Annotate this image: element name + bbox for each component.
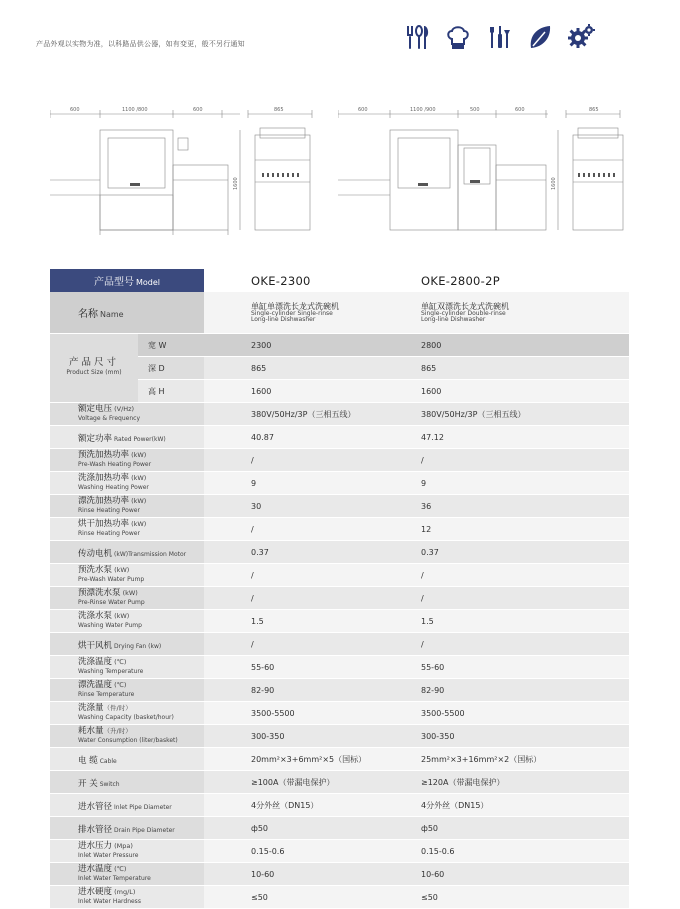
table-row bbox=[50, 725, 629, 748]
table-row bbox=[50, 587, 629, 610]
label-unit: （件/时） bbox=[103, 704, 132, 712]
label-cn: 额定功率 bbox=[78, 433, 113, 444]
table-row bbox=[50, 748, 629, 771]
dim-label: 600 bbox=[358, 107, 368, 113]
size-sub-label: 宽 W bbox=[138, 334, 204, 357]
cell-value-1: / bbox=[204, 449, 416, 472]
label-cn: 洗涤水泵 (kW) bbox=[78, 611, 130, 621]
label-unit: (kW) bbox=[120, 589, 138, 597]
table-row bbox=[50, 771, 629, 794]
dim-label: 600 bbox=[515, 107, 525, 113]
row-label bbox=[50, 292, 204, 334]
cell-value-2: ф50 bbox=[416, 817, 629, 840]
name-value-2 bbox=[416, 292, 629, 334]
row-label bbox=[50, 702, 204, 725]
dim-label: 1100 /800 bbox=[122, 107, 148, 113]
row-label bbox=[50, 564, 204, 587]
label-cn: 耗水量（升/时） bbox=[78, 726, 132, 736]
table-row bbox=[50, 518, 629, 541]
model-1: OKE-2300 bbox=[204, 269, 416, 292]
label-en: (kW)Transmission Motor bbox=[114, 550, 187, 558]
cell-value-1: / bbox=[204, 564, 416, 587]
label-cn: 进水温度 (℃) bbox=[78, 864, 127, 874]
row-label bbox=[50, 771, 204, 794]
technical-drawing-right bbox=[338, 100, 628, 245]
label-unit: (kW) bbox=[129, 520, 147, 528]
label-en: Washing Heating Power bbox=[78, 484, 149, 491]
cell-value-2: 2800 bbox=[416, 334, 629, 357]
table-row bbox=[50, 610, 629, 633]
cell-value-2: 12 bbox=[416, 518, 629, 541]
label-cn: 预漂洗水泵 (kW) bbox=[78, 588, 138, 598]
label-unit: (kW) bbox=[129, 497, 147, 505]
dim-label: 600 bbox=[193, 107, 203, 113]
row-label bbox=[50, 725, 204, 748]
cell-value-2: 9 bbox=[416, 472, 629, 495]
label-cn: 进水压力 (Mpa) bbox=[78, 841, 133, 851]
cell-value-1: 40.87 bbox=[204, 426, 416, 449]
cell-value-1: 30 bbox=[204, 495, 416, 518]
label-unit: (℃) bbox=[112, 865, 127, 873]
label-en: Voltage & Frequency bbox=[78, 415, 140, 422]
label-en: Rated Power(kW) bbox=[114, 435, 166, 443]
label-cn: 预洗加热功率 (kW) bbox=[78, 450, 147, 460]
label-unit: (℃) bbox=[112, 681, 127, 689]
label-en: Inlet Water Temperature bbox=[78, 875, 151, 882]
table-row bbox=[50, 679, 629, 702]
label-unit: (kW) bbox=[129, 451, 147, 459]
label-cn: 额定电压 (V/Hz) bbox=[78, 404, 135, 414]
model-label-en: Model bbox=[135, 278, 161, 287]
cell-value-1: 82-90 bbox=[204, 679, 416, 702]
cell-value-1: 1.5 bbox=[204, 610, 416, 633]
row-label bbox=[50, 748, 204, 771]
row-label bbox=[50, 679, 204, 702]
label-unit: (kW) bbox=[112, 566, 130, 574]
name-en: Single-cylinder Double-rinse bbox=[421, 309, 506, 317]
table-row bbox=[50, 292, 629, 334]
label-cn: 预洗水泵 (kW) bbox=[78, 565, 130, 575]
utensils-icon bbox=[402, 22, 432, 52]
label-cn: 烘干加热功率 (kW) bbox=[78, 519, 147, 529]
cell-value-1: / bbox=[204, 633, 416, 656]
cell-value-2: 25mm²×3+16mm²×2（国标） bbox=[416, 748, 629, 771]
cell-value-2: 36 bbox=[416, 495, 629, 518]
table-row bbox=[50, 633, 629, 656]
table-row bbox=[50, 564, 629, 587]
label-cn: 进水管径 bbox=[78, 801, 113, 812]
row-label bbox=[50, 656, 204, 679]
table-row bbox=[50, 863, 629, 886]
cell-value-2: 300-350 bbox=[416, 725, 629, 748]
label-unit: (kW) bbox=[112, 612, 130, 620]
label-cn: 洗涤加热功率 (kW) bbox=[78, 473, 147, 483]
tools-icon bbox=[484, 22, 514, 52]
name-en: Single-cylinder Single-rinse bbox=[251, 309, 333, 317]
label-en: Pre-Rinse Water Pump bbox=[78, 599, 145, 606]
dim-label: 600 bbox=[70, 107, 80, 113]
label-en: Switch bbox=[99, 780, 120, 788]
row-label bbox=[50, 610, 204, 633]
row-label bbox=[50, 449, 204, 472]
cell-value-2: 3500-5500 bbox=[416, 702, 629, 725]
label-cn: 电 缆 bbox=[78, 755, 98, 766]
cell-value-2: / bbox=[416, 449, 629, 472]
label-unit: (kW) bbox=[129, 474, 147, 482]
label-en: Inlet Pipe Diameter bbox=[114, 803, 172, 811]
cell-value-2: ≤50 bbox=[416, 886, 629, 909]
name-en: Long-line Dishwasher bbox=[251, 316, 316, 323]
model-2: OKE-2800-2P bbox=[416, 269, 629, 292]
feature-icons bbox=[402, 22, 596, 52]
size-sub-label: 高 H bbox=[138, 380, 204, 403]
cell-value-2: 82-90 bbox=[416, 679, 629, 702]
row-label bbox=[50, 518, 204, 541]
table-row bbox=[50, 403, 629, 426]
label-unit: （升/时） bbox=[103, 727, 132, 735]
cell-value-1: 3500-5500 bbox=[204, 702, 416, 725]
cell-value-2: / bbox=[416, 587, 629, 610]
cell-value-1: 55-60 bbox=[204, 656, 416, 679]
cell-value-2: 10-60 bbox=[416, 863, 629, 886]
label-en: Washing Temperature bbox=[78, 668, 144, 675]
gear-icon bbox=[566, 22, 596, 52]
row-label bbox=[50, 403, 204, 426]
label-cn: 产品尺寸 bbox=[68, 357, 119, 368]
dim-label: 1100 /900 bbox=[410, 107, 436, 113]
cell-value-2: 0.37 bbox=[416, 541, 629, 564]
label-unit: (℃) bbox=[112, 658, 127, 666]
cell-value-1: 380V/50Hz/3P（三相五线） bbox=[204, 403, 416, 426]
label-unit: (mg/L) bbox=[112, 888, 136, 896]
cell-value-1: 300-350 bbox=[204, 725, 416, 748]
label-cn: 洗涤量（件/时） bbox=[78, 703, 132, 713]
cell-value-2: 4分外丝（DN15） bbox=[416, 794, 629, 817]
dim-label: 865 bbox=[274, 107, 284, 113]
dim-label: 865 bbox=[589, 107, 599, 113]
label-en: Pre-Wash Water Pump bbox=[78, 576, 145, 583]
label-cn: 烘干风机 bbox=[78, 640, 113, 651]
size-sub-label: 深 D bbox=[138, 357, 204, 380]
label-cn: 传动电机 bbox=[78, 548, 113, 559]
label-en: Rinse Temperature bbox=[78, 691, 135, 698]
cell-value-2: 0.15-0.6 bbox=[416, 840, 629, 863]
label-en: Drain Pipe Diameter bbox=[114, 826, 175, 834]
label-cn: 名称 bbox=[78, 308, 98, 320]
cell-value-1: ф50 bbox=[204, 817, 416, 840]
label-en: Drying Fan (kw) bbox=[114, 642, 162, 650]
model-label-cn: 产品型号 bbox=[93, 277, 134, 288]
cell-value-1: 865 bbox=[204, 357, 416, 380]
cell-value-1: 9 bbox=[204, 472, 416, 495]
cell-value-1: 0.37 bbox=[204, 541, 416, 564]
label-unit: (Mpa) bbox=[112, 842, 133, 850]
table-row bbox=[50, 794, 629, 817]
table-row bbox=[50, 426, 629, 449]
cell-value-1: ≥100A（带漏电保护） bbox=[204, 771, 416, 794]
cell-value-1: 10-60 bbox=[204, 863, 416, 886]
label-en: Pre-Wash Heating Power bbox=[78, 461, 152, 468]
table-row bbox=[50, 495, 629, 518]
row-label bbox=[50, 587, 204, 610]
row-label bbox=[50, 426, 204, 449]
name-cn: 单缸单漂洗长龙式洗碗机 bbox=[251, 301, 339, 311]
cell-value-1: 1600 bbox=[204, 380, 416, 403]
row-label bbox=[50, 886, 204, 909]
row-label bbox=[50, 863, 204, 886]
leaf-icon bbox=[525, 22, 555, 52]
name-en: Long-line Dishwasher bbox=[421, 316, 486, 323]
notice-text: 产品外观以实物为准，以科路品供公器，如有变更，般不另行通知 bbox=[36, 40, 245, 48]
label-en: Rinse Heating Power bbox=[78, 507, 140, 514]
cell-value-2: 1.5 bbox=[416, 610, 629, 633]
table-row bbox=[50, 541, 629, 564]
table-header-row bbox=[50, 269, 629, 292]
row-label bbox=[50, 633, 204, 656]
label-unit: (V/Hz) bbox=[112, 405, 135, 413]
cell-value-1: 2300 bbox=[204, 334, 416, 357]
cell-value-2: / bbox=[416, 633, 629, 656]
height-label: 1600 bbox=[233, 177, 239, 190]
table-row bbox=[50, 472, 629, 495]
cell-value-1: 20mm²×3+6mm²×5（国标） bbox=[204, 748, 416, 771]
size-label bbox=[50, 334, 138, 403]
table-row bbox=[50, 702, 629, 725]
table-row bbox=[50, 656, 629, 679]
row-label bbox=[50, 495, 204, 518]
label-en: Water Consumption (liter/basket) bbox=[78, 737, 178, 744]
label-en: Inlet Water Pressure bbox=[78, 852, 139, 859]
row-label bbox=[50, 541, 204, 564]
label-en: Rinse Heating Power bbox=[78, 530, 140, 537]
label-en: Name bbox=[100, 309, 124, 319]
label-en: Inlet Water Hardness bbox=[78, 898, 141, 905]
name-value-1 bbox=[204, 292, 416, 334]
cell-value-2: 380V/50Hz/3P（三相五线） bbox=[416, 403, 629, 426]
cell-value-1: / bbox=[204, 587, 416, 610]
cell-value-2: 1600 bbox=[416, 380, 629, 403]
cell-value-1: 0.15-0.6 bbox=[204, 840, 416, 863]
label-cn: 洗涤温度 (℃) bbox=[78, 657, 127, 667]
label-cn: 进水硬度 (mg/L) bbox=[78, 887, 136, 897]
row-label bbox=[50, 840, 204, 863]
name-cn: 单缸双漂洗长龙式洗碗机 bbox=[421, 301, 509, 311]
label-cn: 漂洗加热功率 (kW) bbox=[78, 496, 147, 506]
table-row bbox=[50, 840, 629, 863]
cell-value-2: 865 bbox=[416, 357, 629, 380]
model-header-cell bbox=[50, 269, 204, 292]
label-cn: 开 关 bbox=[78, 778, 98, 789]
label-cn: 漂洗温度 (℃) bbox=[78, 680, 127, 690]
cell-value-1: 4分外丝（DN15） bbox=[204, 794, 416, 817]
row-label bbox=[50, 794, 204, 817]
table-row bbox=[50, 449, 629, 472]
label-cn: 排水管径 bbox=[78, 824, 113, 835]
height-label: 1600 bbox=[551, 177, 557, 190]
label-en: Washing Capacity (basket/hour) bbox=[78, 714, 174, 721]
label-en: Product Size (mm) bbox=[66, 369, 122, 376]
cell-value-1: ≤50 bbox=[204, 886, 416, 909]
label-en: Washing Water Pump bbox=[78, 622, 142, 629]
table-row bbox=[50, 817, 629, 840]
cell-value-2: / bbox=[416, 564, 629, 587]
technical-drawing-left bbox=[50, 100, 320, 245]
row-label bbox=[50, 472, 204, 495]
row-label bbox=[50, 817, 204, 840]
cell-value-2: 47.12 bbox=[416, 426, 629, 449]
dim-label: 500 bbox=[470, 107, 480, 113]
table-row bbox=[50, 886, 629, 909]
chef-hat-icon bbox=[443, 22, 473, 52]
cell-value-1: / bbox=[204, 518, 416, 541]
cell-value-2: ≥120A（带漏电保护） bbox=[416, 771, 629, 794]
cell-value-2: 55-60 bbox=[416, 656, 629, 679]
table-row bbox=[50, 334, 629, 357]
label-en: Cable bbox=[99, 757, 117, 765]
spec-table bbox=[50, 269, 629, 909]
